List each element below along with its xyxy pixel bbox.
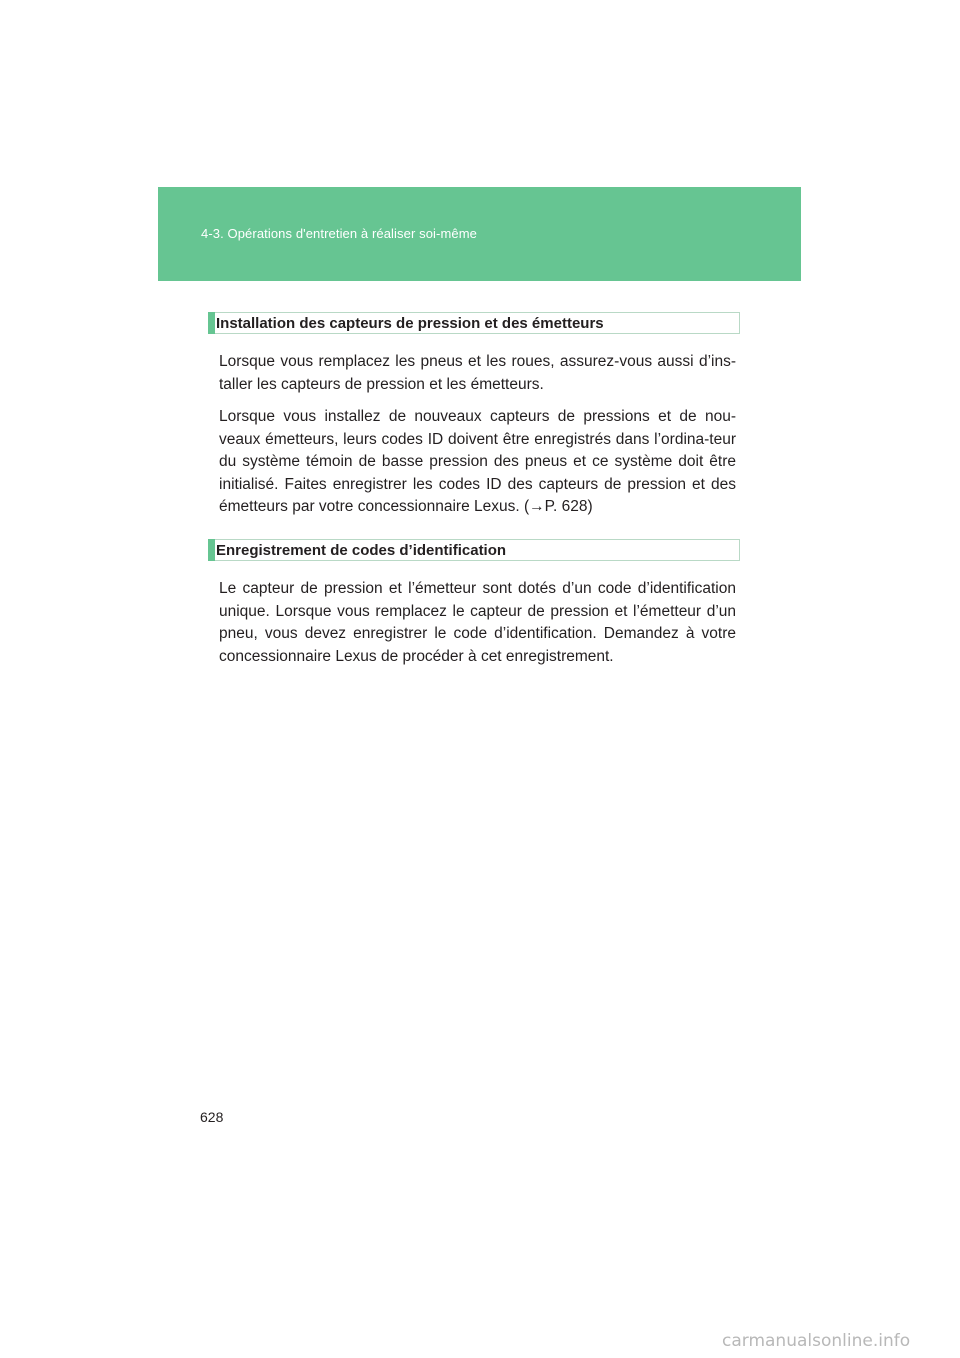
section-heading-installation [208,312,740,334]
section-heading-text: Installation des capteurs de pression et des émetteurs [216,315,604,332]
section-heading-accent-bar [208,312,215,334]
section-heading-text: Enregistrement de codes d’identification [216,542,507,559]
chapter-header-band [158,187,801,281]
footer-watermark: carmanualsonline.info [722,1331,911,1351]
paragraph-installation-1: Lorsque vous remplacez les pneus et les roues, assurez-vous aussi d’ins-taller les capteurs de pression et les émetteurs. [219,353,736,393]
section-heading-accent-bar [208,539,215,561]
page-number: 628 [200,1109,224,1125]
chapter-breadcrumb: 4-3. Opérations d'entretien à réaliser soi-même [201,226,477,241]
paragraph-installation-2: Lorsque vous installez de nouveaux capteurs de pressions et de nou-veaux émetteurs, leurs codes ID doivent être enregistrés dans l’ordina-teur du système témoin de basse pression des pneus et ce système doit être initialisé. Faites enregistrer les codes ID des capteurs de pression et des émetteurs par votre concessionnaire Lexus. (→P. 628) [219,408,736,516]
paragraph-identification-1: Le capteur de pression et l’émetteur sont dotés d’un code d’identification unique. Lorsque vous remplacez le capteur de pression et l’émetteur d’un pneu, vous devez enregistrer le code d’identification. Demandez à votre concessionnaire Lexus de procéder à cet enregistrement. [219,580,736,665]
section-heading-identification [208,539,740,561]
